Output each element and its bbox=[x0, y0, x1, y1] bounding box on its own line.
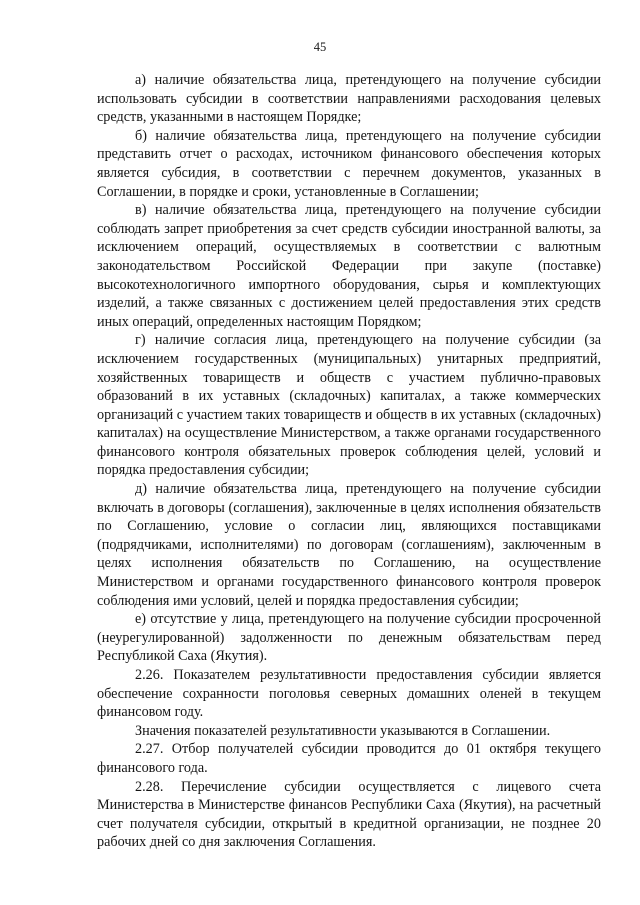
paragraph-2-26: 2.26. Показателем результативности предоставления субсидии является обеспечение сохранности поголовья северных домашних оленей в текущем финансовом году. bbox=[97, 667, 601, 721]
paragraph-indicator-values: Значения показателей результативности указываются в Соглашении. bbox=[135, 722, 551, 739]
paragraph-g: г) наличие согласия лица, претендующего на получение субсидии (за исключением государственных (муниципальных) унитарных предприятий, хозяйственных товариществ и обществ с участием публично-правовых образований в их уставных (складочных) капиталах, а также коммерческих организаций с участием таких товариществ и обществ в их уставных (складочных) капиталах) на осуществление Министерством, а также органами государственного финансового контроля обязательных проверок соблюдения целей, условий и порядка предоставления субсидии; bbox=[97, 332, 601, 479]
document-body bbox=[97, 71, 601, 852]
page-number: 45 bbox=[313, 40, 327, 54]
paragraph-a: а) наличие обязательства лица, претендующего на получение субсидии использовать субсидии в соответствии направлениями расходования целевых средств, указанными в настоящем Порядке; bbox=[97, 72, 601, 126]
paragraph-2-28: 2.28. Перечисление субсидии осуществляется с лицевого счета Министерства в Министерстве финансов Республики Саха (Якутия), на расчетный счет получателя субсидии, открытый в кредитной организации, не позднее 20 рабочих дней со дня заключения Соглашения. bbox=[97, 778, 601, 851]
paragraph-b: б) наличие обязательства лица, претендующего на получение субсидии представить отчет о расходах, источником финансового обеспечения которых является субсидия, в соответствии с перечнем документов, указанных в Соглашении, в порядке и сроки, установленные в Соглашении; bbox=[97, 127, 601, 200]
paragraph-e: е) отсутствие у лица, претендующего на получение субсидии просроченной (неурегулированной) задолженности по денежным обязательствам перед Республикой Саха (Якутия). bbox=[97, 611, 601, 665]
paragraph-2-27: 2.27. Отбор получателей субсидии проводится до 01 октября текущего финансового года. bbox=[97, 741, 601, 776]
paragraph-d: д) наличие обязательства лица, претендующего на получение субсидии включать в договоры (соглашения), заключенные в целях исполнения обязательств по Соглашению, условие о согласии лиц, являющихся поставщиками (подрядчиками, исполнителями) по договорам (соглашениям), заключенным в целях исполнения обязательств по Соглашению, на осуществление Министерством и органами государственного финансового контроля проверок соблюдения ими условий, целей и порядка предоставления субсидии; bbox=[97, 481, 601, 609]
paragraph-v: в) наличие обязательства лица, претендующего на получение субсидии соблюдать запрет приобретения за счет средств субсидии иностранной валюты, за исключением операций, осуществляемых в соответствии с валютным законодательством Российской Федерации при закупе (поставке) высокотехнологичного импортного оборудования, сырья и комплектующих изделий, а также связанных с достижением целей предоставления этих средств иных операций, определенных настоящим Порядком; bbox=[97, 202, 601, 330]
